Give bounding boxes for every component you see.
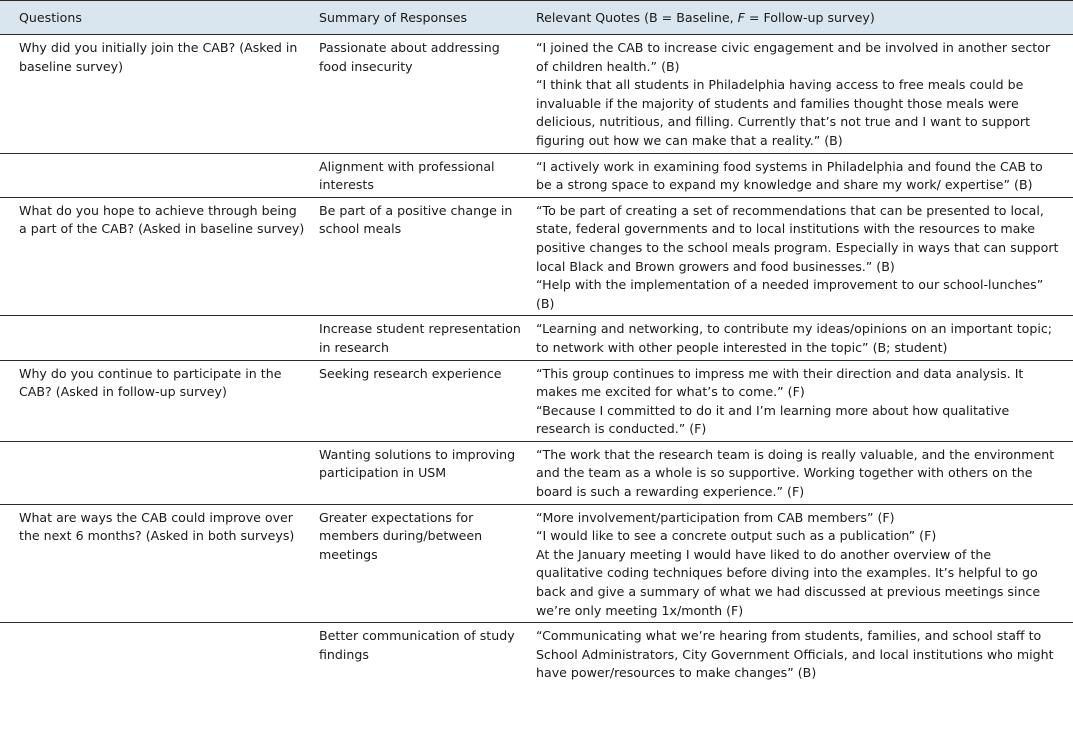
- question-cell: [0, 441, 311, 504]
- quotes-cell: [528, 197, 1073, 316]
- quote: “I joined the CAB to increase civic engagement and be involved in another sector of children health.” (B): [536, 40, 1051, 74]
- summary-cell: Seeking research experience: [311, 360, 528, 441]
- quote: “Communicating what we’re hearing from students, families, and school staff to School Administrators, City Government Officials, and local institutions who might have power/resources to make changes” (B): [536, 628, 1054, 681]
- summary-cell: Increase student representation in research: [311, 316, 528, 360]
- summary-cell: Greater expectations for members during/between meetings: [311, 504, 528, 623]
- question-cell: [0, 153, 311, 197]
- summary-cell: Passionate about addressing food insecurity: [311, 35, 528, 154]
- table-row: [0, 316, 1073, 360]
- table-header-row: [0, 1, 1073, 35]
- quote: “The work that the research team is doing is really valuable, and the environment and the team as a whole is so supportive. Working together with others on the board is such a rewarding experience.” (F): [536, 446, 1055, 500]
- summary-cell: Alignment with professional interests: [311, 153, 528, 197]
- question-cell: What are ways the CAB could improve over the next 6 months? (Asked in both surveys): [0, 504, 311, 623]
- summary-cell: Wanting solutions to improving participation in USM: [311, 441, 528, 504]
- quotes-cell: [528, 316, 1073, 360]
- header-summary: Summary of Responses: [311, 1, 528, 35]
- quotes-cell: [528, 360, 1073, 441]
- table-row: [0, 35, 1073, 154]
- header-questions: Questions: [0, 1, 311, 35]
- question-cell: [0, 316, 311, 360]
- question-cell: What do you hope to achieve through being a part of the CAB? (Asked in baseline survey): [0, 197, 311, 316]
- table-row: [0, 197, 1073, 316]
- quote: “To be part of creating a set of recommendations that can be presented to local, state, federal governments and to local institutions with the resources to make positive changes to the school meals program. Especially in ways that can support local Black and Brown growers and food businesses.” (B): [536, 202, 1059, 274]
- quote: “I would like to see a concrete output such as a publication” (F): [536, 528, 937, 544]
- question-cell: Why did you initially join the CAB? (Asked in baseline survey): [0, 35, 311, 154]
- quote: “Help with the implementation of a needed improvement to our school-lunches” (B): [536, 277, 1044, 311]
- quotes-cell: [528, 441, 1073, 504]
- table-row: [0, 441, 1073, 504]
- quote: “More involvement/participation from CAB members” (F): [536, 509, 895, 525]
- question-cell: [0, 623, 311, 685]
- summary-cell: Be part of a positive change in school meals: [311, 197, 528, 316]
- quote: “I think that all students in Philadelphia having access to free meals could be invaluable if the majority of students and families thought those meals were delicious, nutritious, and filling. Currently that’s not true and I want to support figuring out how we can make that a reality.” (B): [536, 77, 1031, 148]
- summary-cell: Better communication of study findings: [319, 628, 515, 662]
- quote: “Learning and networking, to contribute my ideas/opinions on an important topic; to network with other people interested in the topic” (B; student): [536, 321, 1053, 355]
- header-quotes-prefix: Relevant Quotes (B = Baseline,: [536, 10, 738, 25]
- quotes-cell: [528, 504, 1073, 623]
- quote: “This group continues to impress me with their direction and data analysis. It makes me excited for what’s to come.” (F): [536, 365, 1024, 400]
- table-row: [0, 623, 1073, 685]
- quotes-cell: [528, 153, 1073, 197]
- header-quotes-f: F: [737, 10, 745, 25]
- question-cell: Why do you continue to participate in the CAB? (Asked in follow-up survey): [0, 360, 311, 441]
- quote: “I actively work in examining food systems in Philadelphia and found the CAB to be a strong space to expand my knowledge and share my work/ expertise” (B): [536, 158, 1043, 193]
- table-row: [0, 360, 1073, 441]
- quotes-cell: [528, 623, 1073, 685]
- table-row: [0, 504, 1073, 623]
- quote: “Because I committed to do it and I’m learning more about how qualitative research is conducted.” (F): [536, 402, 1010, 437]
- quote: At the January meeting I would have liked to do another overview of the qualitative coding techniques before diving into the examples. It’s helpful to go back and give a summary of what we had discussed at previous meetings since we’re only meeting 1x/month (F): [536, 546, 1041, 618]
- quotes-cell: [528, 35, 1073, 154]
- table-row: [0, 153, 1073, 197]
- header-quotes-suffix: = Follow-up survey): [744, 10, 875, 25]
- header-quotes: [528, 1, 1073, 35]
